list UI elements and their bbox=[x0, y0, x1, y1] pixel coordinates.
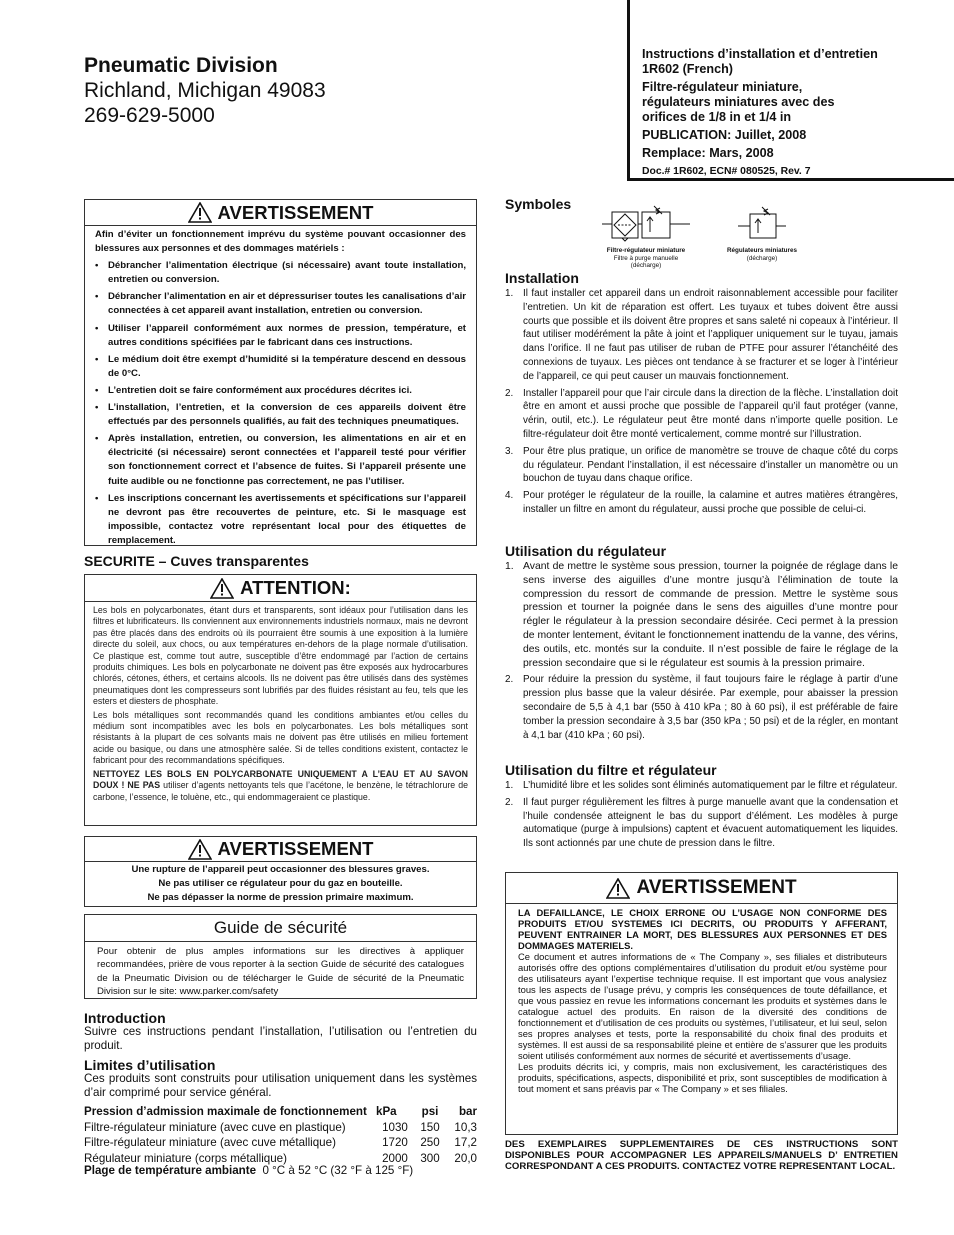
doc-line: orifices de 1/8 in et 1/4 in bbox=[642, 110, 792, 124]
filter-regulator-symbol-icon bbox=[598, 202, 694, 242]
list-item: 2. Pour réduire la pression du système, il faut toujours faire le réglage à partir d’une pression plus basse que la valeur désirée. Par exemple, pour abaisser la pression secondaire de 5,5 à 4,1 bar (550 à 410 kPa ; 80 à 60 psi), il est préférable de faire tomber la pression secondaire à 3,5 bar (350 kPa ; 50 psi) et de la régler, en montant à 4,1 bar (410 kPa ; 60 psi). bbox=[505, 674, 898, 741]
list-item: 2. Il faut purger régulièrement les filtres à purge manuelle avant que la condensation et l’huile condensée atteignent le bas du support d’élément. Les modèles à purge automatique (purge à impulsions) captent et évacuent automatiquement les liquides. Ils sont actionnés par une chute de pression dans le filtre. bbox=[505, 796, 898, 850]
warning-paragraph: Ce document et autres informations de « The Company », ses filiales et distributeurs autorisés offre des options complémentaires d’utilisation du produit et/ou système pour des utilisateurs ayant l’expertise technique requise. Il est important que vous analysiez tous les aspects de l’usage prévu, y compris les conséquences de toute défaillance, et que vous passiez en revue les informations concernant les produits et systèmes dans le catalogue actuel des produits. En raison de la diversité des conditions de fonctionnement et d’utilisation de ces produits ou systèmes, l’utilisateur, et lui seul, selon ses propres analyses et tests, porte la responsabilité du choix final des produits et systèmes. Il est aussi de sa responsabilité pleine et entière de s’assurer que les produits soient utilisés conformément aux normes de sécurité et avertissements d’usage. bbox=[518, 951, 887, 1061]
guide-text: Pour obtenir de plus amples informations sur les directives à appliquer recommandées, prière de vous reporter à la section Guide de sécurité des catalogues de la Pneumatic Division ou de télécharger le Guide de sécurité de la Pneumatic Division sur le site: www.parker.com/safety bbox=[97, 946, 464, 998]
symbol-title: Filtre-régulateur miniature bbox=[606, 247, 686, 254]
symbol-title: Régulateurs miniatures bbox=[727, 247, 797, 254]
installation-list bbox=[505, 287, 898, 520]
warning-bullet: • Après installation, entretien, ou conversion, les alimentations en air et en électricité (si nécessaire) seront connectées et l’appareil testé pour vérifier son fonctionnement correct et l’absence de fuites. Si l’appareil présente une fuite audible ou ne fonctionne pas correctement, ne pas l’utiliser. bbox=[95, 433, 466, 487]
table-header: psi bbox=[421, 1105, 439, 1118]
list-item: 3. Pour être plus pratique, un orifice de manomètre se trouve de chaque côté du corps du régulateur. Pendant l’installation, il est nécessaire d’installer un manomètre ou un bouchon de tuyau dans chaque orifice. bbox=[505, 445, 898, 485]
pressure-table bbox=[84, 1104, 477, 1166]
attention-banner bbox=[85, 575, 476, 602]
attention-paragraph: Les bols en polycarbonates, étant durs et transparents, sont idéaux pour l’utilisation dans les filtres et lubrificateurs. Ils conviennent aux environnements industriels normaux, mais ne devront pas être placés dans des endroits où ils pourraient être soumis à une exposition à la lumière directe du soleil, aux chocs, ou aux températures en-dehors de la plage normale d’utilisation. Ce plastique est, comme tout autre, susceptible d’être endommagé par l’action de certains produits chimiques. Les bols en polycarbonate ne doivent pas être exposés aux hydrocarbures chlorés, cétones, éthers, et certains alcools. Ils ne doivent pas être utilisés dans des systèmes pneumatiques dont les compresseurs sont lubrifiés par des fluides résistant au feu, tels que les esters et diesters de phosphate. bbox=[93, 605, 468, 707]
doc-line: Doc.# 1R602, ECN# 080525, Rev. 7 bbox=[642, 166, 811, 177]
guide-title: Guide de sécurité bbox=[213, 918, 348, 937]
doc-line: PUBLICATION: Juillet, 2008 bbox=[642, 128, 807, 142]
introduction-heading: Introduction bbox=[84, 1010, 166, 1026]
warning-bold-text: LA DEFAILLANCE, LE CHOIX ERRONE OU L’USAGE NON CONFORME DES PRODUITS ET/OU SYSTEMES ICI DECRITS, OU PRODUITS Y AFFERANT, PEUVENT ENTRAINER LA MORT, DES BLESSURES AUX PERSONNES ET DES DOMMAGES MATERIELS. bbox=[518, 907, 887, 951]
warning-triangle-icon bbox=[606, 878, 630, 899]
warning-bullet: • Les inscriptions concernant les avertissements et spécifications sur l’appareil ne devront pas être recouvertes de peinture, etc. Si le masquage est impossible, contactez votre représentant local pour des étiquettes de remplacement. bbox=[95, 492, 466, 546]
doc-line: 1R602 (French) bbox=[642, 62, 733, 76]
guide-banner bbox=[85, 915, 476, 942]
list-item: 1. Avant de mettre le système sous pression, tourner la poignée de réglage dans le sens inverse des aiguilles d’une montre jusqu’à l’élimination de toute la compression du ressort de commande de pression. Mettre le système sous pression et tourner la poignée dans le sens des aiguilles d’une montre pour régler le régulateur à la pression secondaire désirée. Ceci permet à la pression de monter lentement, évitant le fonctionnement inattendu de la vanne, des vérins, des outils, etc. montés sur la conduite. Il n’est possible de faire le réglage de la pression secondaire que si le régulateur est soumis à la pression primaire. bbox=[505, 561, 898, 669]
list-item: 1. Il faut installer cet appareil dans un endroit raisonnablement accessible pour faciliter l’entretien. Un kit de réparation est offert. Les tuyaux et tubes doivent être aussi courts que possible et ils doivent être propres et sans saleté ni copeaux à l’intérieur. Il faut utiliser modérément la pâte à joint et l’appliquer uniquement sur le tuyau, jamais dans l’orifice. Il ne faut pas utiliser de ruban de PTFE pour assurer l’étanchéité des connexions de tuyaux. Les pièces ont tendance à se fracturer et se loger à l’intérieur de l’appareil, ce qui peut causer un mauvais fonctionnement. bbox=[505, 288, 898, 382]
warning-title: AVERTISSEMENT bbox=[217, 201, 374, 223]
utilisation-regulateur-list bbox=[505, 560, 898, 745]
warning-intro: Afin d’éviter un fonctionnement imprévu du système pouvant occasionner des blessures aux personnes et des dommages matériels : bbox=[95, 229, 466, 255]
company-phone: 269-629-5000 bbox=[84, 104, 215, 127]
utilisation-filtre-heading: Utilisation du filtre et régulateur bbox=[505, 762, 717, 778]
attention-paragraph: Les bols métalliques sont recommandés quand les conditions ambiantes et/ou celles du médium sont incompatibles avec les bols en polycarbonates. Les bols métalliques sont résistants à la plupart de ces solvants mais ne doivent pas être utilisés en milieu fortement acide ou basique, ou dans une atmosphère salée. Si de telles conditions existent, contactez le fabricant pour des recommandations spécifiques. bbox=[93, 709, 468, 766]
symboles-heading: Symboles bbox=[505, 196, 572, 212]
company-header bbox=[84, 53, 326, 128]
attention-title: ATTENTION: bbox=[240, 577, 351, 598]
attention-paragraph: NETTOYEZ LES BOLS EN POLYCARBONATE UNIQUEMENT A L’EAU ET AU SAVON DOUX ! NE PAS utiliser d’agents nettoyants tels que l’acétone, le benzène, le tétrachlorure de carbone, l’essence, le toluène, etc., qui endommageraient ce plastique. bbox=[93, 768, 468, 802]
warning-title: AVERTISSEMENT bbox=[636, 877, 797, 898]
symbol-subtitle: (décharge) bbox=[746, 254, 778, 262]
warning-line: Ne pas dépasser la norme de pression primaire maximum. bbox=[147, 892, 414, 903]
utilisation-regulateur-heading: Utilisation du régulateur bbox=[505, 543, 667, 559]
warning-bullet: • Débrancher l’alimentation en air et dépressuriser toutes les canalisations d’air connectées à cet appareil avant installation, entretien ou conversion. bbox=[95, 291, 466, 317]
symbol-subtitle: (décharge) bbox=[630, 262, 662, 269]
warning-banner bbox=[85, 200, 476, 226]
list-item: 2. Installer l’appareil pour que l’air circule dans la direction de la flèche. L’installation doit être en amont et aussi proche que possible de l’appareil qu’il faut protéger (vanne, vérin, outil, etc.). Le régulateur peut être monté dans n’importe quelle position. Le filtre-régulateur doit être monté verticalement, comme montré sur l’illustration. bbox=[505, 387, 898, 440]
safety-guide-box bbox=[84, 914, 477, 999]
warning-paragraph: Les produits décrits ici, y compris, mais non exclusivement, les caractéristiques des produits, spécifications, aspects, disponibilité et prix, sont susceptibles de modification à tout moment et sans préavis par « The Company » et ses filiales. bbox=[518, 1061, 887, 1094]
limites-heading: Limites d’utilisation bbox=[84, 1057, 216, 1073]
doc-line: Filtre-régulateur miniature, bbox=[642, 80, 803, 94]
warning-triangle-icon bbox=[188, 202, 212, 223]
table-header: Pression d’admission maximale de fonctionnement bbox=[84, 1105, 367, 1118]
warning-box-liability bbox=[505, 872, 898, 1135]
symbol-subtitle: Filtre à purge manuelle bbox=[613, 254, 679, 262]
securite-heading: SECURITE – Cuves transparentes bbox=[84, 553, 309, 569]
footer-note: DES EXEMPLAIRES SUPPLEMENTAIRES DE CES INSTRUCTIONS SONT DISPONIBLES POUR ACCOMPAGNER LES APPAREILS/MANUELS D’ ENTRETIEN CORRESPONDANT A CES PRODUITS. CONTACTEZ VOTRE REPRESENTANT LOCAL. bbox=[505, 1139, 898, 1173]
company-name: Pneumatic Division bbox=[84, 54, 278, 77]
warning-bullet: • L’entretien doit se faire conformément aux procédures décrites ici. bbox=[95, 384, 412, 396]
utilisation-filtre-list bbox=[505, 779, 898, 854]
doc-line: Instructions d’installation et d’entretien bbox=[642, 47, 878, 61]
warning-line: Ne pas utiliser ce régulateur pour du gaz en bouteille. bbox=[158, 878, 403, 889]
symbol-filter-regulator bbox=[598, 202, 694, 270]
warning-triangle-icon bbox=[210, 578, 234, 599]
list-item: 4. Pour protéger le régulateur de la rouille, la calamine et autres matières étrangères, installer un filtre en amont du régulateur, aussi proche que possible de celui-ci. bbox=[505, 490, 898, 515]
warning-box-rupture bbox=[84, 836, 477, 907]
document-info-box bbox=[627, 0, 954, 181]
limites-text: Ces produits sont construits pour utilisation uniquement dans les systèmes d’air comprimé pour service général. bbox=[84, 1072, 477, 1099]
installation-heading: Installation bbox=[505, 270, 579, 286]
temperature-range: Plage de température ambiante 0 °C à 52 °C (32 °F à 125 °F) bbox=[84, 1164, 414, 1177]
symbol-regulator bbox=[716, 202, 808, 262]
table-header: bar bbox=[458, 1105, 477, 1118]
warning-bullet: • Utiliser l’appareil conformément aux normes de pression, température, et autres conditions spécifiées par le fabricant dans ces instructions. bbox=[95, 322, 466, 348]
warning-title: AVERTISSEMENT bbox=[217, 838, 374, 859]
warning-banner bbox=[85, 837, 476, 862]
warning-line: Une rupture de l’appareil peut occasionner des blessures graves. bbox=[131, 864, 430, 875]
table-row: Filtre-régulateur miniature (avec cuve en plastique) 1030 150 10,3 bbox=[84, 1120, 477, 1134]
introduction-text: Suivre ces instructions pendant l’installation, l’utilisation ou l’entretien du produit. bbox=[84, 1025, 477, 1052]
warning-bullet: • Débrancher l’alimentation électrique (si nécessaire) avant toute installation, entretien ou conversion. bbox=[95, 260, 466, 286]
table-row: Régulateur miniature (corps métallique) 2000 300 20,0 bbox=[84, 1151, 477, 1165]
warning-bullet: • L’installation, l’entretien, et la conversion de ces appareils doivent être effectués par des personnels qualifiés, au fait des techniques pneumatiques. bbox=[95, 402, 466, 428]
doc-line: régulateurs miniatures avec des bbox=[642, 95, 835, 109]
warning-bullet: • Le médium doit être exempt d’humidité si la température descend en dessous de 0°C. bbox=[95, 353, 466, 379]
table-header: kPa bbox=[376, 1105, 397, 1118]
table-row: Filtre-régulateur miniature (avec cuve métallique) 1720 250 17,2 bbox=[84, 1136, 477, 1149]
warning-box-main bbox=[84, 199, 477, 546]
warning-banner bbox=[506, 873, 897, 904]
doc-line: Remplace: Mars, 2008 bbox=[642, 146, 774, 160]
warning-triangle-icon bbox=[188, 839, 212, 860]
list-item: 1. L’humidité libre et les solides sont éliminés automatiquement par le filtre et régulateur. bbox=[505, 780, 898, 791]
company-city: Richland, Michigan 49083 bbox=[84, 79, 326, 102]
attention-box bbox=[84, 574, 477, 826]
regulator-symbol-icon bbox=[716, 202, 808, 242]
